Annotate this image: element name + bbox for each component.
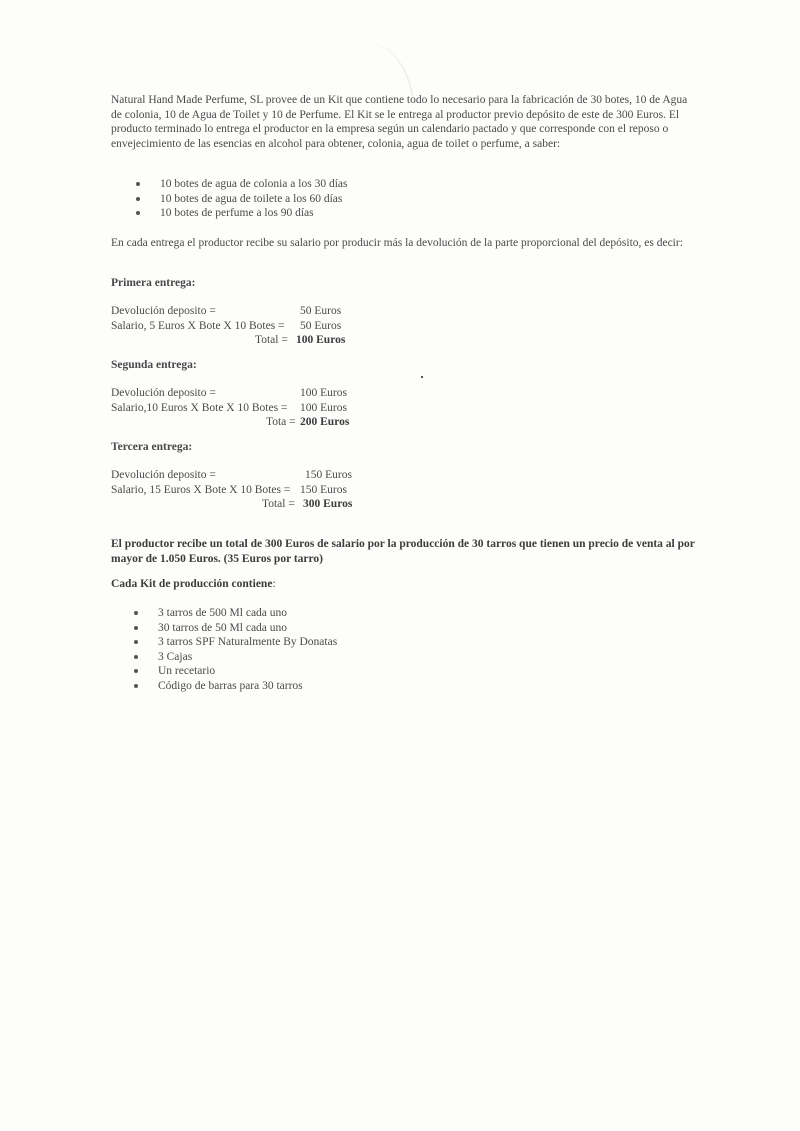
list-item: 3 Cajas: [132, 650, 337, 665]
deposit-label: Devolución deposito =: [111, 305, 216, 317]
list-item: Código de barras para 30 tarros: [132, 679, 337, 694]
list-item: 10 botes de agua de colonia a los 30 días: [134, 177, 347, 192]
total-label: Total =: [255, 334, 288, 346]
deposit-value: 50 Euros: [300, 305, 342, 317]
salary-label: Salario,10 Euros X Bote X 10 Botes =: [111, 401, 288, 414]
summary-paragraph: El productor recibe un total de 300 Euros de salario por la producción de 30 tarros que tienen un precio de venta al por mayor de 1.050 Euros. (35 Euros por tarro): [111, 538, 695, 565]
salary-label: Salario, 15 Euros X Bote X 10 Botes =: [111, 483, 291, 496]
entrega-2-title: Segunda entrega:: [111, 359, 197, 371]
list-item: 3 tarros SPF Naturalmente By Donatas: [132, 635, 337, 650]
deposit-value: 100 Euros: [300, 387, 347, 399]
kit-contents-list: [132, 606, 337, 693]
deposit-label: Devolución deposito =: [111, 387, 216, 399]
deposit-label: Devolución deposito =: [111, 469, 216, 481]
entrega-3-title: Tercera entrega:: [111, 441, 193, 453]
schedule-list: [134, 177, 347, 221]
salary-value: 150 Euros: [300, 483, 347, 496]
entrega-1-calc: [111, 304, 371, 348]
scan-speck: [421, 376, 423, 378]
total-value: 200 Euros: [300, 416, 350, 428]
list-item: 10 botes de agua de toilete a los 60 días: [134, 192, 347, 207]
salary-value: 50 Euros: [300, 319, 342, 332]
total-value: 300 Euros: [303, 498, 353, 510]
delivery-note: En cada entrega el productor recibe su salario por producir más la devolución de la parte proporcional del depósito, es decir:: [111, 237, 683, 249]
salary-label: Salario, 5 Euros X Bote X 10 Botes =: [111, 319, 285, 332]
kit-heading-colon: :: [272, 578, 276, 590]
total-label: Total =: [262, 498, 295, 510]
total-value: 100 Euros: [296, 334, 346, 346]
salary-value: 100 Euros: [300, 401, 347, 414]
deposit-value: 150 Euros: [305, 469, 352, 481]
kit-heading-text: Cada Kit de producción contiene: [111, 578, 273, 590]
list-item: 30 tarros de 50 Ml cada uno: [132, 621, 337, 636]
entrega-3-calc: [111, 468, 371, 512]
list-item: 10 botes de perfume a los 90 días: [134, 206, 347, 221]
total-label: Tota =: [266, 416, 296, 428]
entrega-1-title: Primera entrega:: [111, 277, 196, 289]
list-item: 3 tarros de 500 Ml cada uno: [132, 606, 337, 621]
list-item: Un recetario: [132, 664, 337, 679]
kit-heading: [111, 577, 276, 592]
intro-paragraph: Natural Hand Made Perfume, SL provee de un Kit que contiene todo lo necesario para la fabricación de 30 botes, 10 de Agua de colonia, 10 de Agua de Toilet y 10 de Perfume. El Kit se le entrega al productor previo depósito de este de 300 Euros. El producto terminado lo entrega el productor en la empresa según un calendario pactado y que corresponde con el reposo o envejecimiento de las esencias en alcohol para obtener, colonia, agua de toilet o perfume, a saber:: [111, 94, 688, 150]
entrega-2-calc: [111, 386, 371, 430]
